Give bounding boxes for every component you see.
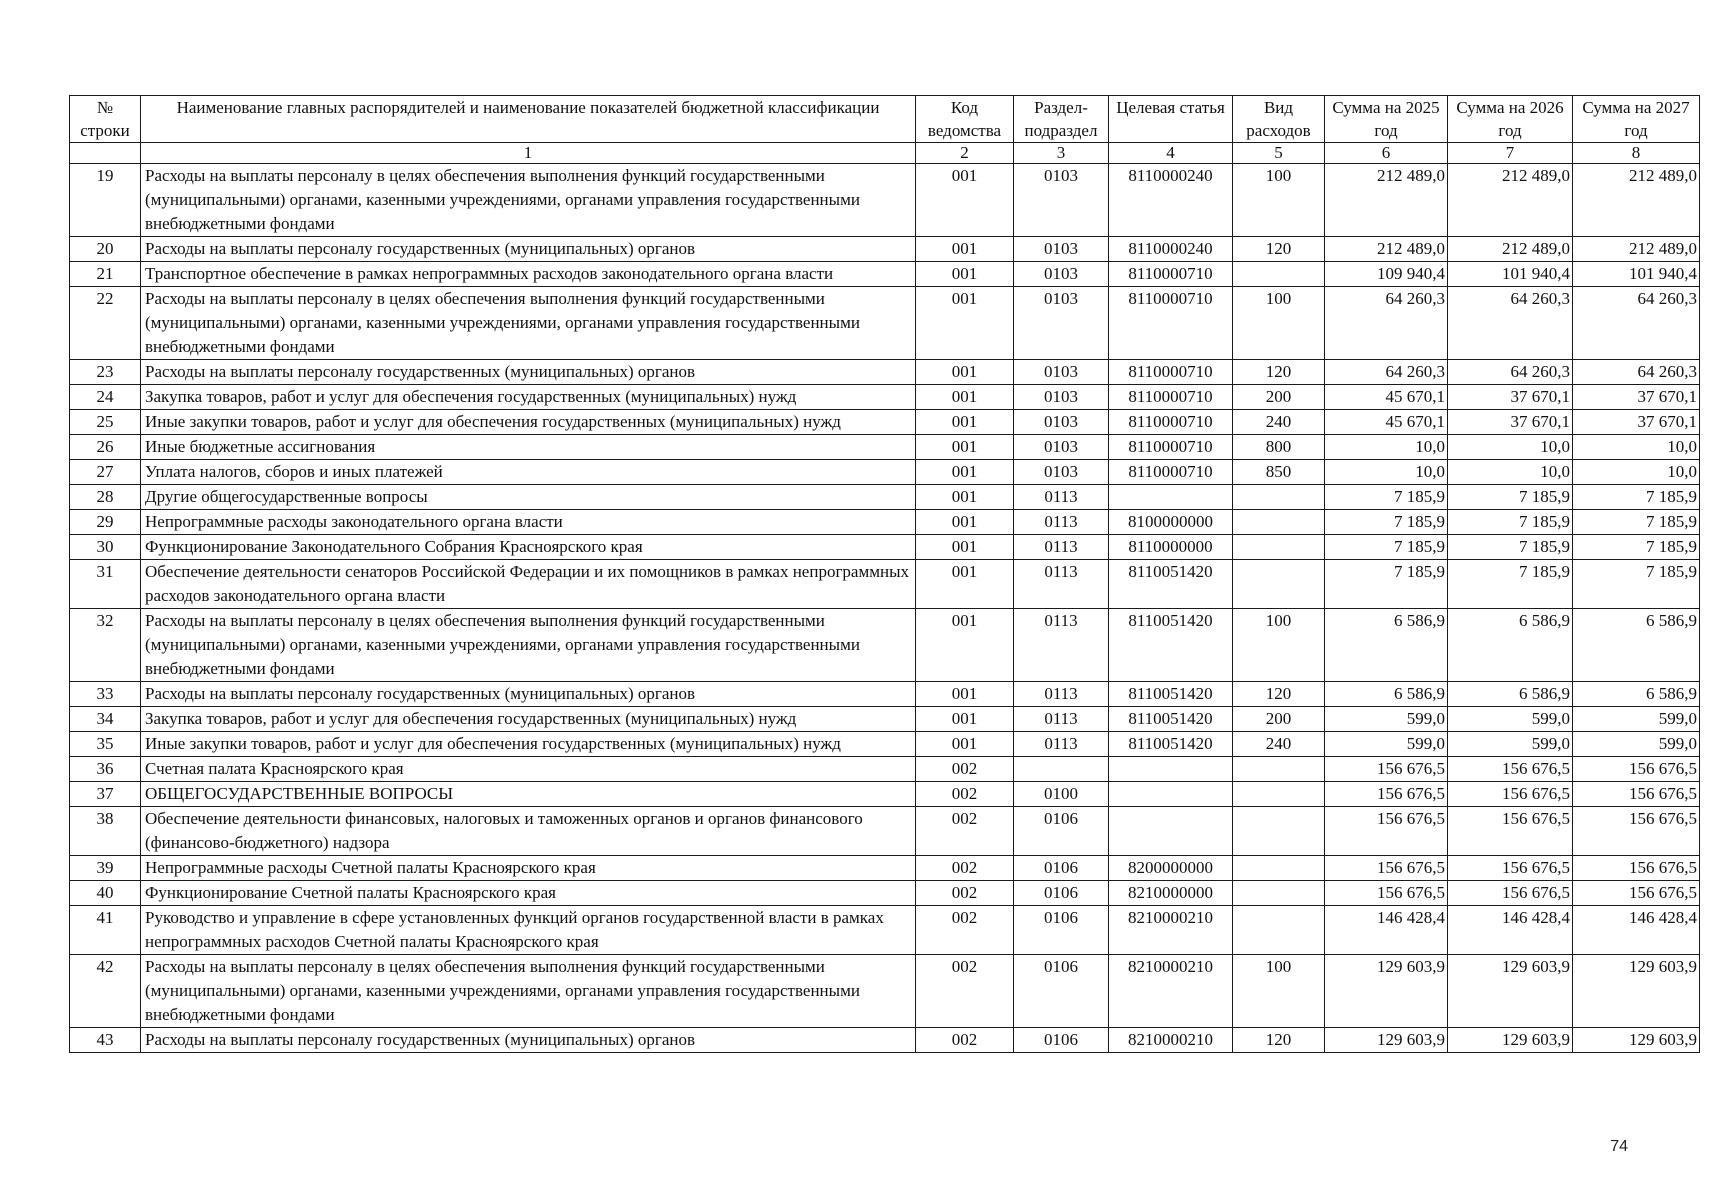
department-code: 001 — [916, 385, 1014, 410]
expense-type — [1233, 535, 1325, 560]
table-row — [70, 955, 1700, 1028]
expense-type — [1233, 856, 1325, 881]
row-name: Транспортное обеспечение в рамках непрограммных расходов законодательного органа власти — [141, 262, 916, 287]
target-article: 8210000210 — [1109, 955, 1233, 1028]
sum-2026: 156 676,5 — [1448, 881, 1573, 906]
expense-type: 120 — [1233, 1028, 1325, 1053]
target-article: 8110000000 — [1109, 535, 1233, 560]
expense-type — [1233, 782, 1325, 807]
header-expense-type: Вид расходов — [1233, 96, 1325, 143]
expense-type: 200 — [1233, 385, 1325, 410]
row-number: 35 — [70, 732, 141, 757]
column-number: 4 — [1109, 143, 1233, 164]
column-number: 6 — [1325, 143, 1448, 164]
sum-2025: 7 185,9 — [1325, 560, 1448, 609]
expense-type — [1233, 807, 1325, 856]
target-article: 8110000710 — [1109, 435, 1233, 460]
target-article — [1109, 782, 1233, 807]
section-code: 0106 — [1014, 807, 1109, 856]
sum-2025: 7 185,9 — [1325, 535, 1448, 560]
sum-2027: 129 603,9 — [1573, 955, 1700, 1028]
table-row — [70, 385, 1700, 410]
expense-type — [1233, 881, 1325, 906]
department-code: 001 — [916, 707, 1014, 732]
row-name: Иные закупки товаров, работ и услуг для обеспечения государственных (муниципальных) нужд — [141, 410, 916, 435]
row-number: 21 — [70, 262, 141, 287]
section-code: 0103 — [1014, 164, 1109, 237]
column-number: 8 — [1573, 143, 1700, 164]
sum-2026: 6 586,9 — [1448, 609, 1573, 682]
target-article: 8110000710 — [1109, 385, 1233, 410]
row-name: Непрограммные расходы Счетной палаты Красноярского края — [141, 856, 916, 881]
sum-2026: 156 676,5 — [1448, 807, 1573, 856]
table-row — [70, 485, 1700, 510]
table-row — [70, 560, 1700, 609]
department-code: 001 — [916, 287, 1014, 360]
sum-2025: 129 603,9 — [1325, 1028, 1448, 1053]
sum-2025: 64 260,3 — [1325, 360, 1448, 385]
expense-type: 100 — [1233, 164, 1325, 237]
table-row — [70, 410, 1700, 435]
table-row — [70, 535, 1700, 560]
section-code: 0113 — [1014, 707, 1109, 732]
row-number: 25 — [70, 410, 141, 435]
sum-2027: 156 676,5 — [1573, 881, 1700, 906]
row-name: Иные бюджетные ассигнования — [141, 435, 916, 460]
row-name: Счетная палата Красноярского края — [141, 757, 916, 782]
department-code: 002 — [916, 906, 1014, 955]
expense-type: 200 — [1233, 707, 1325, 732]
sum-2026: 64 260,3 — [1448, 287, 1573, 360]
sum-2026: 10,0 — [1448, 460, 1573, 485]
table-row — [70, 287, 1700, 360]
row-name: Расходы на выплаты персоналу в целях обеспечения выполнения функций государственными (муниципальными) органами, казенными учреждениями, органами управления государственными внебюджетными фондами — [141, 609, 916, 682]
sum-2027: 10,0 — [1573, 460, 1700, 485]
expense-type: 120 — [1233, 682, 1325, 707]
row-name: Функционирование Счетной палаты Красноярского края — [141, 881, 916, 906]
sum-2025: 212 489,0 — [1325, 237, 1448, 262]
sum-2025: 146 428,4 — [1325, 906, 1448, 955]
expense-type — [1233, 560, 1325, 609]
sum-2027: 6 586,9 — [1573, 609, 1700, 682]
row-name: Другие общегосударственные вопросы — [141, 485, 916, 510]
sum-2026: 7 185,9 — [1448, 485, 1573, 510]
row-name: Закупка товаров, работ и услуг для обеспечения государственных (муниципальных) нужд — [141, 707, 916, 732]
table-row — [70, 682, 1700, 707]
budget-table — [69, 95, 1700, 1053]
table-row — [70, 237, 1700, 262]
section-code: 0113 — [1014, 609, 1109, 682]
header-name: Наименование главных распорядителей и наименование показателей бюджетной классификации — [141, 96, 916, 143]
department-code: 001 — [916, 237, 1014, 262]
sum-2027: 37 670,1 — [1573, 385, 1700, 410]
expense-type: 120 — [1233, 360, 1325, 385]
sum-2026: 129 603,9 — [1448, 955, 1573, 1028]
table-row — [70, 881, 1700, 906]
sum-2027: 156 676,5 — [1573, 856, 1700, 881]
section-code: 0103 — [1014, 435, 1109, 460]
row-name: Расходы на выплаты персоналу в целях обеспечения выполнения функций государственными (муниципальными) органами, казенными учреждениями, органами управления государственными внебюджетными фондами — [141, 955, 916, 1028]
row-number: 20 — [70, 237, 141, 262]
expense-type — [1233, 262, 1325, 287]
header-sum-2027: Сумма на 2027 год — [1573, 96, 1700, 143]
sum-2025: 129 603,9 — [1325, 955, 1448, 1028]
sum-2025: 156 676,5 — [1325, 757, 1448, 782]
department-code: 001 — [916, 485, 1014, 510]
target-article — [1109, 485, 1233, 510]
sum-2027: 599,0 — [1573, 707, 1700, 732]
row-number: 23 — [70, 360, 141, 385]
sum-2027: 64 260,3 — [1573, 287, 1700, 360]
target-article: 8110000710 — [1109, 360, 1233, 385]
sum-2025: 7 185,9 — [1325, 485, 1448, 510]
sum-2025: 6 586,9 — [1325, 609, 1448, 682]
department-code: 001 — [916, 460, 1014, 485]
column-number: 7 — [1448, 143, 1573, 164]
row-number: 26 — [70, 435, 141, 460]
sum-2025: 156 676,5 — [1325, 807, 1448, 856]
expense-type: 100 — [1233, 287, 1325, 360]
target-article: 8110051420 — [1109, 682, 1233, 707]
sum-2026: 156 676,5 — [1448, 757, 1573, 782]
column-number: 3 — [1014, 143, 1109, 164]
sum-2025: 10,0 — [1325, 460, 1448, 485]
department-code: 001 — [916, 410, 1014, 435]
column-number-blank — [70, 143, 141, 164]
section-code: 0103 — [1014, 237, 1109, 262]
target-article: 8210000000 — [1109, 881, 1233, 906]
table-row — [70, 1028, 1700, 1053]
sum-2027: 7 185,9 — [1573, 535, 1700, 560]
row-number: 41 — [70, 906, 141, 955]
sum-2027: 599,0 — [1573, 732, 1700, 757]
target-article: 8110000710 — [1109, 287, 1233, 360]
department-code: 001 — [916, 732, 1014, 757]
sum-2026: 7 185,9 — [1448, 510, 1573, 535]
target-article: 8110000240 — [1109, 237, 1233, 262]
row-number: 37 — [70, 782, 141, 807]
row-name: ОБЩЕГОСУДАРСТВЕННЫЕ ВОПРОСЫ — [141, 782, 916, 807]
department-code: 002 — [916, 782, 1014, 807]
header-department-code: Код ведомства — [916, 96, 1014, 143]
section-code: 0100 — [1014, 782, 1109, 807]
section-code: 0103 — [1014, 360, 1109, 385]
section-code: 0103 — [1014, 287, 1109, 360]
page-number: 74 — [1610, 1138, 1628, 1155]
sum-2026: 7 185,9 — [1448, 535, 1573, 560]
section-code: 0103 — [1014, 410, 1109, 435]
row-name: Расходы на выплаты персоналу государственных (муниципальных) органов — [141, 1028, 916, 1053]
table-row — [70, 164, 1700, 237]
sum-2025: 45 670,1 — [1325, 385, 1448, 410]
section-code: 0113 — [1014, 510, 1109, 535]
section-code: 0106 — [1014, 856, 1109, 881]
section-code: 0106 — [1014, 906, 1109, 955]
sum-2027: 156 676,5 — [1573, 757, 1700, 782]
row-name: Обеспечение деятельности финансовых, налоговых и таможенных органов и органов финансового (финансово-бюджетного) надзора — [141, 807, 916, 856]
target-article: 8100000000 — [1109, 510, 1233, 535]
sum-2025: 156 676,5 — [1325, 881, 1448, 906]
sum-2025: 109 940,4 — [1325, 262, 1448, 287]
department-code: 002 — [916, 1028, 1014, 1053]
department-code: 001 — [916, 682, 1014, 707]
sum-2027: 7 185,9 — [1573, 485, 1700, 510]
column-number: 2 — [916, 143, 1014, 164]
sum-2025: 64 260,3 — [1325, 287, 1448, 360]
target-article: 8210000210 — [1109, 1028, 1233, 1053]
sum-2025: 10,0 — [1325, 435, 1448, 460]
row-number: 43 — [70, 1028, 141, 1053]
section-code: 0106 — [1014, 881, 1109, 906]
sum-2026: 212 489,0 — [1448, 237, 1573, 262]
section-code: 0113 — [1014, 560, 1109, 609]
row-number: 34 — [70, 707, 141, 732]
sum-2026: 599,0 — [1448, 732, 1573, 757]
sum-2025: 212 489,0 — [1325, 164, 1448, 237]
header-sum-2025: Сумма на 2025 год — [1325, 96, 1448, 143]
sum-2027: 64 260,3 — [1573, 360, 1700, 385]
table-row — [70, 732, 1700, 757]
expense-type: 100 — [1233, 955, 1325, 1028]
sum-2027: 37 670,1 — [1573, 410, 1700, 435]
row-number: 40 — [70, 881, 141, 906]
expense-type: 850 — [1233, 460, 1325, 485]
row-number: 31 — [70, 560, 141, 609]
header-sum-2026: Сумма на 2026 год — [1448, 96, 1573, 143]
sum-2026: 37 670,1 — [1448, 410, 1573, 435]
row-number: 28 — [70, 485, 141, 510]
section-code: 0103 — [1014, 385, 1109, 410]
sum-2025: 156 676,5 — [1325, 782, 1448, 807]
table-row — [70, 609, 1700, 682]
target-article: 8110051420 — [1109, 732, 1233, 757]
column-number: 1 — [141, 143, 916, 164]
target-article — [1109, 807, 1233, 856]
row-name: Расходы на выплаты персоналу государственных (муниципальных) органов — [141, 682, 916, 707]
table-row — [70, 262, 1700, 287]
row-number: 27 — [70, 460, 141, 485]
row-number: 36 — [70, 757, 141, 782]
table-row — [70, 782, 1700, 807]
table-row — [70, 707, 1700, 732]
sum-2025: 599,0 — [1325, 707, 1448, 732]
expense-type — [1233, 485, 1325, 510]
section-code: 0106 — [1014, 1028, 1109, 1053]
table-row — [70, 435, 1700, 460]
sum-2026: 212 489,0 — [1448, 164, 1573, 237]
sum-2027: 129 603,9 — [1573, 1028, 1700, 1053]
row-name: Уплата налогов, сборов и иных платежей — [141, 460, 916, 485]
section-code: 0106 — [1014, 955, 1109, 1028]
row-name: Расходы на выплаты персоналу в целях обеспечения выполнения функций государственными (муниципальными) органами, казенными учреждениями, органами управления государственными внебюджетными фондами — [141, 164, 916, 237]
expense-type: 120 — [1233, 237, 1325, 262]
row-number: 39 — [70, 856, 141, 881]
department-code: 002 — [916, 856, 1014, 881]
row-number: 24 — [70, 385, 141, 410]
department-code: 001 — [916, 560, 1014, 609]
sum-2026: 156 676,5 — [1448, 856, 1573, 881]
row-number: 38 — [70, 807, 141, 856]
department-code: 001 — [916, 510, 1014, 535]
sum-2026: 599,0 — [1448, 707, 1573, 732]
expense-type — [1233, 757, 1325, 782]
expense-type — [1233, 510, 1325, 535]
sum-2025: 6 586,9 — [1325, 682, 1448, 707]
sum-2026: 37 670,1 — [1448, 385, 1573, 410]
sum-2027: 212 489,0 — [1573, 237, 1700, 262]
table-row — [70, 360, 1700, 385]
target-article: 8110051420 — [1109, 560, 1233, 609]
target-article: 8110000710 — [1109, 262, 1233, 287]
sum-2027: 7 185,9 — [1573, 560, 1700, 609]
row-number: 42 — [70, 955, 141, 1028]
sum-2027: 7 185,9 — [1573, 510, 1700, 535]
sum-2026: 146 428,4 — [1448, 906, 1573, 955]
header-row-number: № строки — [70, 96, 141, 143]
department-code: 001 — [916, 360, 1014, 385]
department-code: 001 — [916, 609, 1014, 682]
sum-2026: 7 185,9 — [1448, 560, 1573, 609]
section-code — [1014, 757, 1109, 782]
sum-2027: 6 586,9 — [1573, 682, 1700, 707]
target-article: 8110051420 — [1109, 707, 1233, 732]
section-code: 0103 — [1014, 262, 1109, 287]
target-article: 8110000710 — [1109, 460, 1233, 485]
table-row — [70, 757, 1700, 782]
sum-2027: 156 676,5 — [1573, 782, 1700, 807]
expense-type: 100 — [1233, 609, 1325, 682]
header-section: Раздел-подраздел — [1014, 96, 1109, 143]
section-code: 0113 — [1014, 682, 1109, 707]
sum-2025: 599,0 — [1325, 732, 1448, 757]
expense-type: 800 — [1233, 435, 1325, 460]
sum-2026: 64 260,3 — [1448, 360, 1573, 385]
target-article: 8110000240 — [1109, 164, 1233, 237]
sum-2027: 212 489,0 — [1573, 164, 1700, 237]
table-row — [70, 510, 1700, 535]
row-name: Расходы на выплаты персоналу государственных (муниципальных) органов — [141, 360, 916, 385]
row-number: 19 — [70, 164, 141, 237]
expense-type: 240 — [1233, 410, 1325, 435]
target-article: 8110000710 — [1109, 410, 1233, 435]
section-code: 0113 — [1014, 732, 1109, 757]
table-row — [70, 856, 1700, 881]
row-name: Иные закупки товаров, работ и услуг для обеспечения государственных (муниципальных) нужд — [141, 732, 916, 757]
sum-2026: 10,0 — [1448, 435, 1573, 460]
target-article — [1109, 757, 1233, 782]
table-row — [70, 906, 1700, 955]
target-article: 8110051420 — [1109, 609, 1233, 682]
target-article: 8200000000 — [1109, 856, 1233, 881]
sum-2026: 101 940,4 — [1448, 262, 1573, 287]
row-number: 22 — [70, 287, 141, 360]
row-name: Обеспечение деятельности сенаторов Российской Федерации и их помощников в рамках непрограммных расходов законодательного органа власти — [141, 560, 916, 609]
expense-type — [1233, 906, 1325, 955]
row-number: 32 — [70, 609, 141, 682]
row-name: Руководство и управление в сфере установленных функций органов государственной власти в рамках непрограммных расходов Счетной палаты Красноярского края — [141, 906, 916, 955]
sum-2026: 156 676,5 — [1448, 782, 1573, 807]
row-number: 30 — [70, 535, 141, 560]
department-code: 002 — [916, 881, 1014, 906]
sum-2025: 156 676,5 — [1325, 856, 1448, 881]
department-code: 001 — [916, 535, 1014, 560]
row-number: 29 — [70, 510, 141, 535]
row-name: Расходы на выплаты персоналу государственных (муниципальных) органов — [141, 237, 916, 262]
table-row — [70, 807, 1700, 856]
section-code: 0113 — [1014, 485, 1109, 510]
row-name: Функционирование Законодательного Собрания Красноярского края — [141, 535, 916, 560]
sum-2027: 146 428,4 — [1573, 906, 1700, 955]
department-code: 002 — [916, 955, 1014, 1028]
sum-2025: 7 185,9 — [1325, 510, 1448, 535]
table-row — [70, 460, 1700, 485]
row-number: 33 — [70, 682, 141, 707]
department-code: 001 — [916, 164, 1014, 237]
target-article: 8210000210 — [1109, 906, 1233, 955]
department-code: 002 — [916, 807, 1014, 856]
sum-2027: 101 940,4 — [1573, 262, 1700, 287]
department-code: 001 — [916, 262, 1014, 287]
department-code: 001 — [916, 435, 1014, 460]
department-code: 002 — [916, 757, 1014, 782]
section-code: 0103 — [1014, 460, 1109, 485]
sum-2027: 10,0 — [1573, 435, 1700, 460]
table-body — [70, 164, 1700, 1053]
header-target-article: Целевая статья — [1109, 96, 1233, 143]
row-name: Расходы на выплаты персоналу в целях обеспечения выполнения функций государственными (муниципальными) органами, казенными учреждениями, органами управления государственными внебюджетными фондами — [141, 287, 916, 360]
sum-2025: 45 670,1 — [1325, 410, 1448, 435]
row-name: Непрограммные расходы законодательного органа власти — [141, 510, 916, 535]
expense-type: 240 — [1233, 732, 1325, 757]
sum-2026: 6 586,9 — [1448, 682, 1573, 707]
column-number: 5 — [1233, 143, 1325, 164]
section-code: 0113 — [1014, 535, 1109, 560]
row-name: Закупка товаров, работ и услуг для обеспечения государственных (муниципальных) нужд — [141, 385, 916, 410]
sum-2026: 129 603,9 — [1448, 1028, 1573, 1053]
sum-2027: 156 676,5 — [1573, 807, 1700, 856]
